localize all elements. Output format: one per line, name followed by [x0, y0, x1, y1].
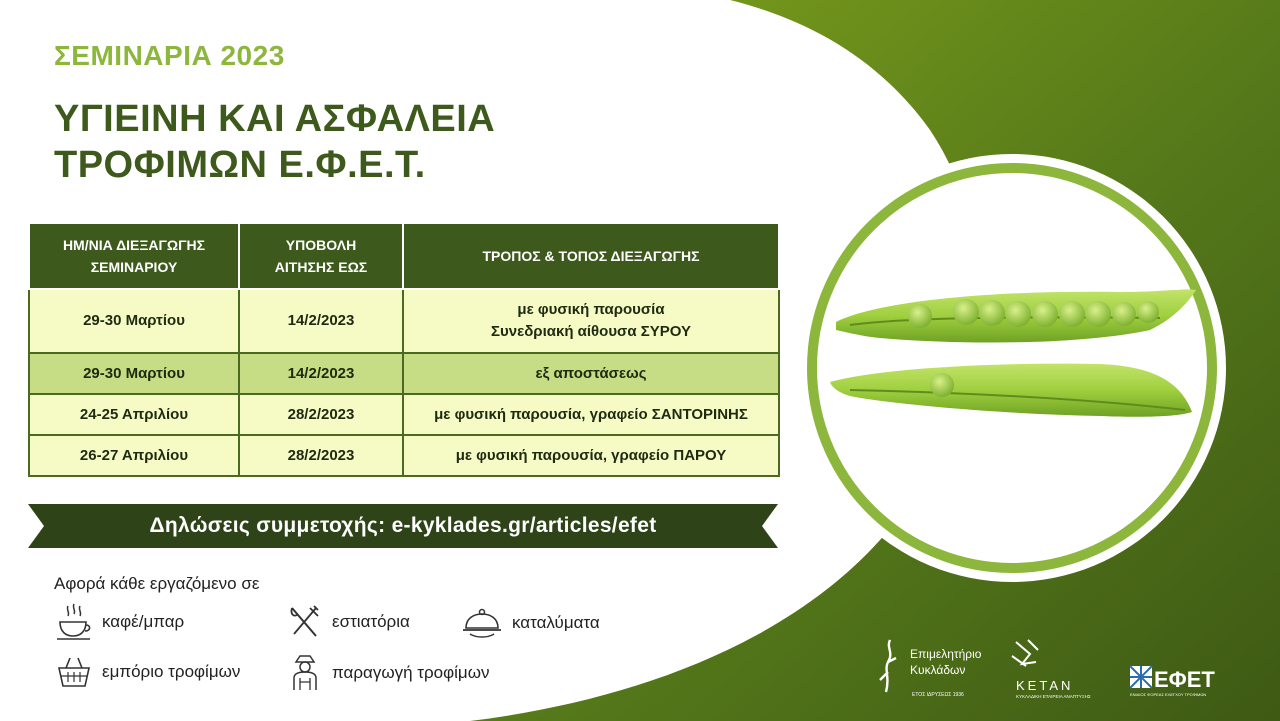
table-row [29, 394, 779, 435]
registration-banner[interactable]: Δηλώσεις συμμετοχής: e-kyklades.gr/articles/efet [149, 514, 657, 537]
fork-knife-icon [288, 604, 322, 640]
audience-item-accommodation [462, 606, 600, 640]
row-mode-line2: Συνεδριακή αίθουσα ΣΥΡΟΥ [491, 323, 691, 340]
row-mode: με φυσική παρουσία, γραφείο ΠΑΡΟΥ [403, 435, 779, 476]
ketan-sub: ΚΥΚΛΑΔΙΚΗ ΕΤΑΙΡΕΙΑ ΑΝΑΠΤΥΞΗΣ [1016, 694, 1091, 699]
page-title [54, 96, 614, 188]
row-mode [403, 289, 779, 353]
header-date-line1: ΗΜ/ΝΙΑ ΔΙΕΞΑΓΩΓΗΣ [62, 237, 206, 253]
audience-item-restaurants [288, 604, 410, 640]
row-date: 29-30 Μαρτίου [29, 353, 239, 394]
header-deadline [239, 223, 403, 289]
coffee-cup-icon [56, 602, 92, 642]
header-mode: ΤΡΟΠΟΣ & ΤΟΠΟΣ ΔΙΕΞΑΓΩΓΗΣ [403, 223, 779, 289]
farmer-icon [288, 654, 322, 692]
title-line-2: ΤΡΟΦΙΜΩΝ Ε.Φ.Ε.Τ. [54, 144, 426, 186]
seminars-kicker: ΣΕΜΙΝΑΡΙΑ 2023 [54, 40, 285, 71]
audience-label: καφέ/μπαρ [102, 612, 185, 631]
audience-label: εστιατόρια [332, 612, 410, 631]
row-mode-line1: με φυσική παρουσία [517, 301, 665, 318]
shopping-basket-icon [56, 654, 92, 690]
efet-logo [1128, 660, 1238, 700]
row-deadline: 14/2/2023 [239, 353, 403, 394]
row-mode: εξ αποστάσεως [403, 353, 779, 394]
ketan-text: ΚΕΤΑΝ [1016, 678, 1074, 693]
row-mode: με φυσική παρουσία, γραφείο ΣΑΝΤΟΡΙΝΗΣ [403, 394, 779, 435]
header-date [29, 223, 239, 289]
row-date: 29-30 Μαρτίου [29, 289, 239, 353]
ketan-logo [1008, 636, 1118, 702]
table-row [29, 289, 779, 353]
audience-item-cafe [56, 602, 184, 642]
audience-label: καταλύματα [512, 613, 600, 632]
title-line-1: ΥΓΙΕΙΝΗ ΚΑΙ ΑΣΦΑΛΕΙΑ [54, 98, 496, 140]
efet-sub: ΕΝΙΑΙΟΣ ΦΟΡΕΑΣ ΕΛΕΓΧΟΥ ΤΡΟΦΙΜΩΝ [1130, 692, 1207, 697]
table-header-row [29, 223, 779, 289]
row-deadline: 28/2/2023 [239, 435, 403, 476]
header-date-line2: ΣΕΜΙΝΑΡΙΟΥ [90, 259, 178, 275]
row-deadline: 28/2/2023 [239, 394, 403, 435]
audience-intro: Αφορά κάθε εργαζόμενο σε [54, 574, 260, 593]
cloche-icon [462, 606, 502, 640]
row-date: 24-25 Απριλίου [29, 394, 239, 435]
chamber-since: ΕΤΟΣ ΙΔΡΥΣΕΩΣ 1936 [912, 692, 964, 698]
chamber-line1: Επιμελητήριο [910, 647, 982, 661]
audience-label: παραγωγή τροφίμων [332, 663, 490, 682]
audience-item-food-production [288, 654, 489, 692]
efet-text: ΕΦΕΤ [1154, 667, 1215, 692]
chamber-cyclades-logo [876, 636, 988, 702]
row-date: 26-27 Απριλίου [29, 435, 239, 476]
header-deadline-line2: ΑΙΤΗΣΗΣ ΕΩΣ [274, 259, 368, 275]
row-deadline: 14/2/2023 [239, 289, 403, 353]
schedule-table [28, 222, 780, 477]
audience-label: εμπόριο τροφίμων [102, 662, 241, 681]
table-row [29, 435, 779, 476]
table-row [29, 353, 779, 394]
header-deadline-line1: ΥΠΟΒΟΛΗ [285, 237, 357, 253]
chamber-line2: Κυκλάδων [910, 663, 966, 677]
audience-item-food-retail [56, 654, 240, 690]
